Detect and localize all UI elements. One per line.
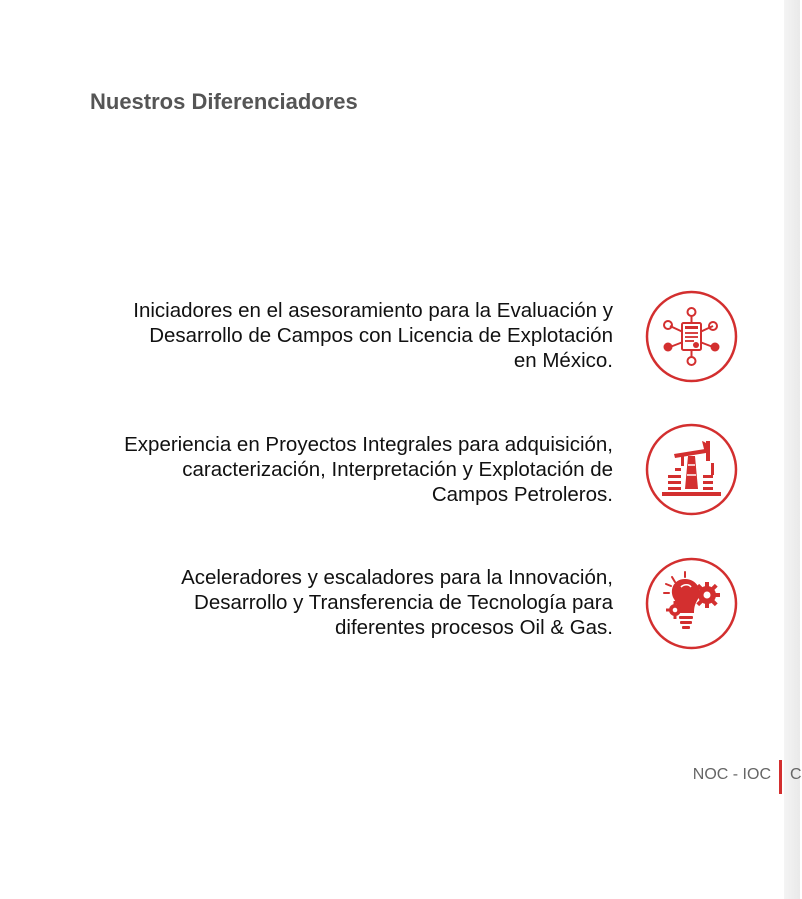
lightbulb-gear-icon: [645, 557, 738, 650]
footer-label: NOC - IOC: [692, 766, 771, 783]
text-line: Experiencia en Proyectos Integrales para adquisición,: [124, 433, 613, 456]
text-line: Aceleradores y escaladores para la Innovación,: [181, 566, 613, 589]
differentiator-text-1: [53, 298, 613, 373]
text-line: Campos Petroleros.: [431, 483, 613, 506]
text-line: Desarrollo y Transferencia de Tecnología para: [194, 591, 613, 614]
differentiator-text-2: [53, 432, 613, 507]
text-line: caracterización, Interpretación y Explotación de: [182, 458, 613, 481]
oil-pump-icon: [645, 423, 738, 516]
text-line: diferentes procesos Oil & Gas.: [334, 616, 613, 639]
text-line: Iniciadores en el asesoramiento para la Evaluación y: [133, 299, 613, 322]
text-line: en México.: [513, 349, 613, 372]
text-line: Desarrollo de Campos con Licencia de Explotación: [149, 324, 613, 347]
footer-next-label: C: [790, 766, 802, 783]
right-edge-shade: [784, 0, 800, 899]
differentiator-text-3: [53, 565, 613, 640]
footer-divider: [779, 760, 782, 794]
page-title: Nuestros Diferenciadores: [90, 89, 358, 114]
network-document-icon: [645, 290, 738, 383]
